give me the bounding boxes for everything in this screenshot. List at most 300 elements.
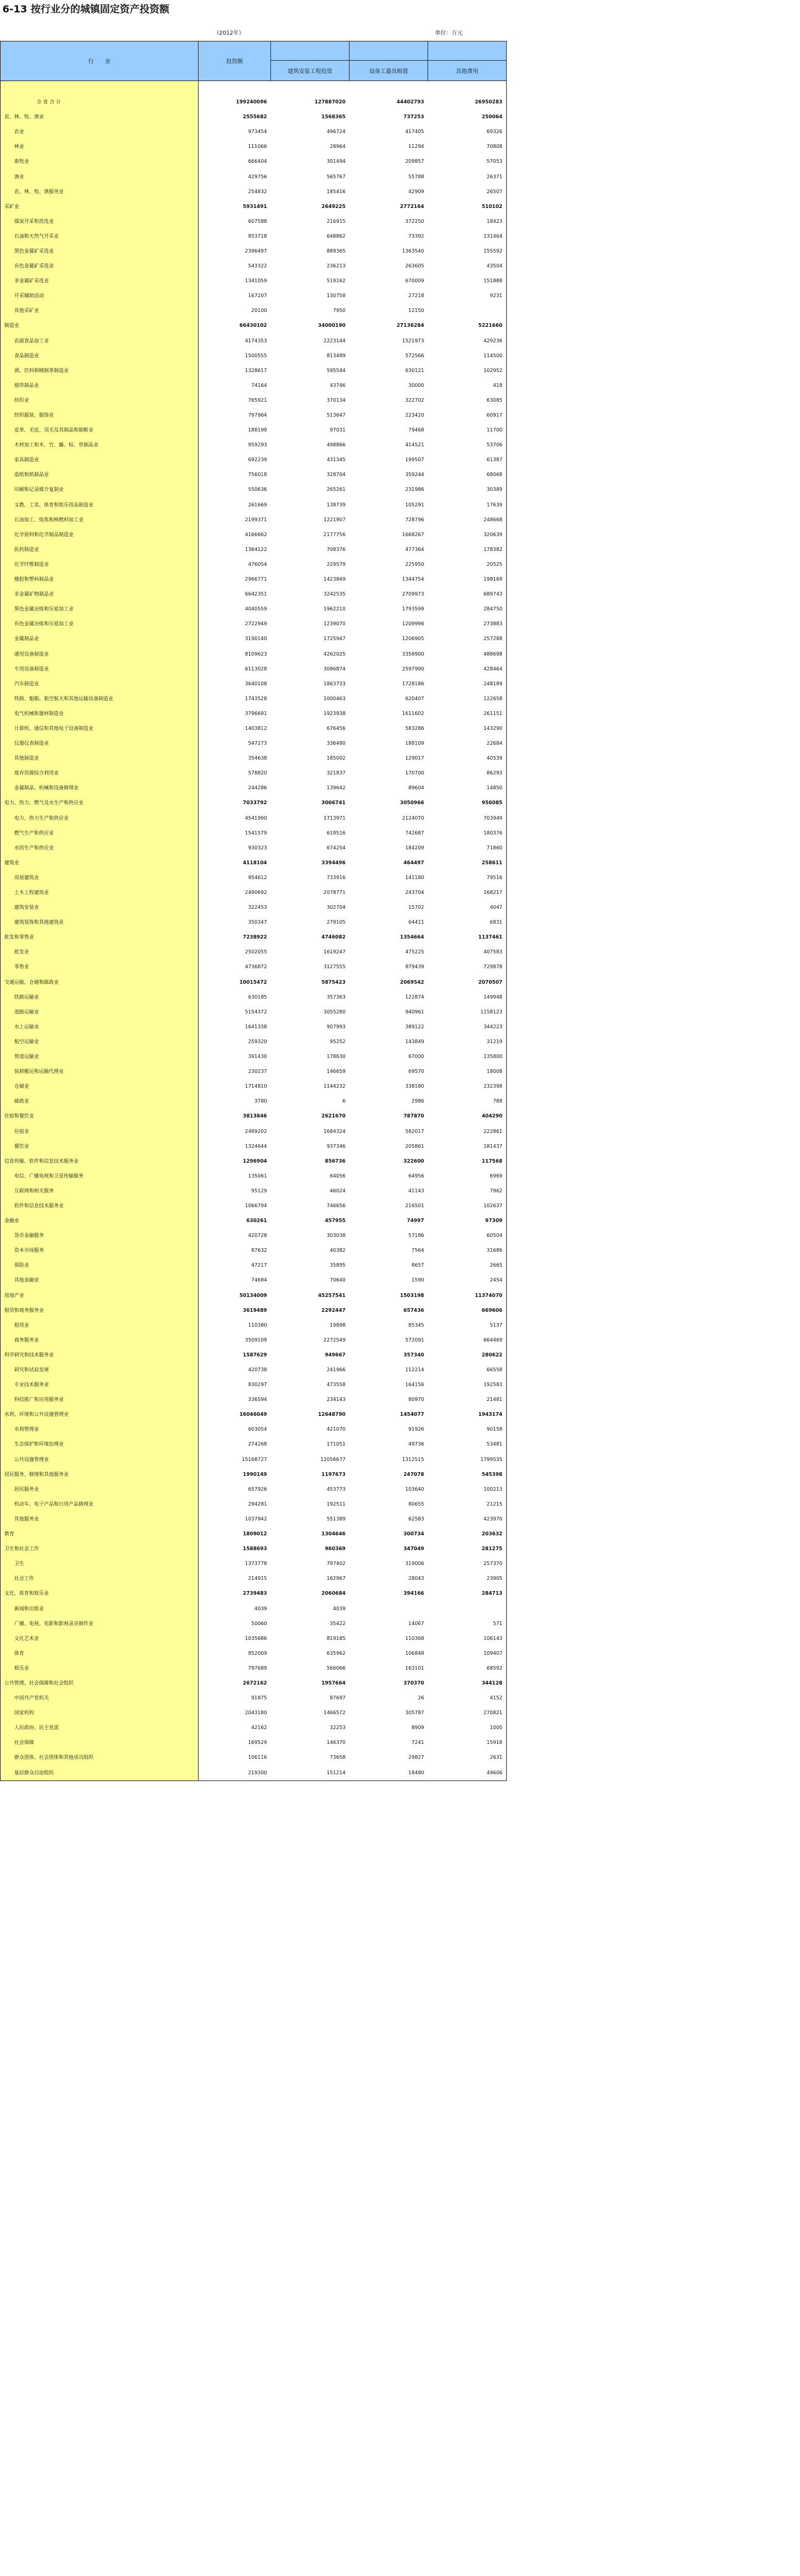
cell-other[interactable]: 703949 <box>428 811 507 826</box>
cell-total[interactable]: 4039 <box>254 1605 267 1611</box>
cell-other[interactable]: 14850 <box>428 781 507 796</box>
cell-construction[interactable]: 229579 <box>326 561 346 567</box>
cell-construction[interactable]: 1619247 <box>323 949 346 955</box>
cell-other[interactable]: 1000 <box>428 1720 507 1735</box>
cell-construction[interactable]: 1568365 <box>321 114 346 120</box>
cell-construction[interactable]: 551389 <box>326 1516 346 1522</box>
cell-other[interactable]: 18423 <box>428 214 507 229</box>
cell-construction[interactable]: 139642 <box>326 785 346 791</box>
cell-total[interactable]: 322453 <box>247 904 267 911</box>
cell-industry[interactable]: 研究和试验发展 <box>1 1363 199 1377</box>
cell-other[interactable]: 788 <box>428 1094 507 1109</box>
cell-construction[interactable]: 3394496 <box>321 859 346 865</box>
cell-equipment[interactable]: 79468 <box>408 427 424 433</box>
cell-total[interactable]: 1324644 <box>244 1143 267 1149</box>
cell-industry[interactable]: 人民政协、民主党派 <box>1 1720 199 1735</box>
cell-construction[interactable]: 431345 <box>326 457 346 463</box>
cell-total[interactable]: 111066 <box>247 144 267 150</box>
cell-equipment[interactable]: 372250 <box>405 218 424 224</box>
cell-construction[interactable]: 216915 <box>326 218 346 224</box>
header-blank-3[interactable] <box>428 41 507 61</box>
cell-other[interactable]: 68068 <box>428 467 507 482</box>
cell-total[interactable]: 3796691 <box>244 710 267 716</box>
cell-other[interactable]: 344223 <box>428 1020 507 1034</box>
cell-industry[interactable]: 租赁和商务服务业 <box>1 1303 199 1318</box>
cell-other[interactable]: 30389 <box>428 482 507 497</box>
cell-other[interactable] <box>428 303 507 318</box>
cell-industry[interactable]: 非金属矿采选业 <box>1 274 199 288</box>
cell-other[interactable]: 66558 <box>428 1363 507 1377</box>
cell-construction[interactable]: 421070 <box>326 1426 346 1433</box>
cell-equipment[interactable]: 1728186 <box>402 680 424 687</box>
cell-other[interactable]: 418 <box>428 378 507 393</box>
cell-other[interactable]: 9231 <box>428 288 507 303</box>
cell-other[interactable]: 15918 <box>428 1735 507 1750</box>
cell-equipment[interactable]: 209857 <box>405 158 424 165</box>
cell-equipment[interactable]: 742687 <box>405 830 424 836</box>
cell-construction[interactable]: 97031 <box>330 427 346 433</box>
cell-total[interactable]: 797689 <box>247 1665 267 1671</box>
cell-total[interactable]: 603054 <box>247 1426 267 1433</box>
cell-equipment[interactable]: 879439 <box>405 964 424 970</box>
cell-total[interactable]: 1296904 <box>243 1158 267 1164</box>
cell-equipment[interactable]: 80970 <box>408 1397 424 1403</box>
cell-construction[interactable]: 185416 <box>326 188 346 194</box>
cell-construction[interactable]: 302704 <box>326 904 346 911</box>
cell-total[interactable]: 550636 <box>247 487 267 493</box>
cell-total[interactable]: 1541579 <box>244 830 267 836</box>
cell-total[interactable]: 7033792 <box>243 800 267 806</box>
cell-industry[interactable]: 国家机构 <box>1 1706 199 1720</box>
cell-total[interactable]: 420738 <box>247 1367 267 1373</box>
spacer-cell[interactable] <box>271 81 350 95</box>
cell-construction[interactable]: 4039 <box>333 1605 346 1611</box>
cell-other[interactable]: 106143 <box>428 1631 507 1646</box>
cell-construction[interactable]: 1863733 <box>323 680 346 687</box>
cell-construction[interactable]: 1304646 <box>321 1531 346 1537</box>
cell-industry[interactable]: 有色金属冶炼和压延加工业 <box>1 617 199 631</box>
cell-equipment[interactable]: 1668267 <box>402 531 424 537</box>
cell-other[interactable]: 571 <box>428 1616 507 1631</box>
cell-total[interactable]: 4040559 <box>244 606 267 612</box>
cell-total[interactable]: 169529 <box>247 1740 267 1746</box>
cell-equipment[interactable]: 1312515 <box>402 1456 424 1462</box>
cell-industry[interactable]: 电力、热力生产和供应业 <box>1 811 199 826</box>
cell-equipment[interactable]: 26 <box>418 1695 424 1701</box>
cell-other[interactable]: 281275 <box>428 1542 507 1556</box>
cell-equipment[interactable]: 1209996 <box>402 621 424 627</box>
cell-equipment[interactable]: 85345 <box>408 1322 424 1328</box>
cell-industry[interactable]: 酒、饮料和精制茶制造业 <box>1 363 199 378</box>
cell-total[interactable]: 167207 <box>247 293 267 299</box>
cell-industry[interactable]: 专用设备制造业 <box>1 662 199 677</box>
cell-other[interactable]: 510102 <box>428 199 507 214</box>
cell-other[interactable]: 284713 <box>428 1586 507 1601</box>
cell-industry[interactable]: 文化艺术业 <box>1 1631 199 1646</box>
cell-equipment[interactable]: 216501 <box>405 1202 424 1208</box>
cell-construction[interactable]: 960369 <box>325 1546 346 1552</box>
cell-other[interactable]: 69326 <box>428 124 507 139</box>
cell-other[interactable]: 117568 <box>428 1154 507 1169</box>
cell-industry[interactable]: 教育 <box>1 1527 199 1542</box>
cell-equipment[interactable]: 225950 <box>405 561 424 567</box>
cell-equipment[interactable]: 2986 <box>411 1098 424 1104</box>
cell-equipment[interactable]: 42909 <box>408 188 424 194</box>
cell-construction[interactable]: 889365 <box>326 248 346 254</box>
cell-other[interactable]: 261151 <box>428 706 507 721</box>
header-construction[interactable]: 建筑安装工程投资 <box>271 61 350 81</box>
cell-industry[interactable]: 石油和天然气开采业 <box>1 229 199 244</box>
cell-other[interactable]: 102637 <box>428 1199 507 1213</box>
cell-equipment[interactable]: 414521 <box>405 442 424 448</box>
cell-industry[interactable]: 社会保障 <box>1 1735 199 1750</box>
cell-other[interactable]: 23905 <box>428 1571 507 1586</box>
cell-other[interactable] <box>428 1601 507 1616</box>
cell-total[interactable]: 1588693 <box>243 1546 267 1552</box>
cell-other[interactable]: 60504 <box>428 1228 507 1243</box>
cell-industry[interactable]: 电信、广播电视和卫星传输服务 <box>1 1169 199 1184</box>
cell-construction[interactable]: 1713971 <box>323 815 346 821</box>
cell-other[interactable]: 428464 <box>428 662 507 677</box>
cell-total[interactable]: 692239 <box>247 457 267 463</box>
cell-total[interactable]: 110380 <box>247 1322 267 1328</box>
cell-other[interactable]: 143290 <box>428 721 507 736</box>
cell-other[interactable]: 232398 <box>428 1079 507 1094</box>
cell-equipment[interactable]: 2597990 <box>402 666 424 672</box>
cell-total[interactable]: 336594 <box>247 1397 267 1403</box>
cell-total[interactable]: 1403812 <box>244 725 267 731</box>
cell-construction[interactable]: 130758 <box>326 293 346 299</box>
cell-other[interactable]: 192583 <box>428 1377 507 1392</box>
cell-total[interactable]: 2490692 <box>244 890 267 896</box>
cell-construction[interactable]: 45257541 <box>317 1292 346 1298</box>
cell-industry[interactable]: 废弃资源综合利用业 <box>1 766 199 781</box>
cell-industry[interactable]: 其他金融业 <box>1 1273 199 1288</box>
cell-construction[interactable]: 1197673 <box>321 1471 346 1477</box>
cell-equipment[interactable]: 1344754 <box>402 576 424 583</box>
cell-equipment[interactable]: 657436 <box>403 1307 424 1313</box>
cell-total[interactable]: 244286 <box>247 785 267 791</box>
cell-total[interactable]: 2966771 <box>244 576 267 583</box>
cell-industry[interactable]: 医药制造业 <box>1 542 199 557</box>
cell-industry[interactable]: 广播、电视、电影和影视录音制作业 <box>1 1616 199 1631</box>
cell-industry[interactable]: 燃气生产和供应业 <box>1 826 199 841</box>
cell-industry[interactable]: 信息传输、软件和信息技术服务业 <box>1 1154 199 1169</box>
cell-industry[interactable]: 金融业 <box>1 1213 199 1228</box>
cell-total[interactable]: 254832 <box>247 188 267 194</box>
cell-other[interactable]: 168217 <box>428 885 507 900</box>
cell-construction[interactable]: 1923938 <box>323 710 346 716</box>
cell-other[interactable]: 100213 <box>428 1482 507 1497</box>
cell-construction[interactable]: 2621670 <box>321 1113 346 1119</box>
cell-equipment[interactable]: 1793599 <box>402 606 424 612</box>
cell-equipment[interactable]: 1354664 <box>400 934 424 940</box>
cell-construction[interactable]: 146370 <box>326 1740 346 1746</box>
cell-total[interactable]: 354638 <box>247 755 267 761</box>
cell-total[interactable]: 6113028 <box>244 666 267 672</box>
cell-equipment[interactable]: 74997 <box>406 1218 424 1224</box>
cell-construction[interactable]: 279105 <box>326 919 346 926</box>
cell-other[interactable]: 43504 <box>428 259 507 274</box>
cell-industry[interactable]: 家具制造业 <box>1 453 199 467</box>
cell-equipment[interactable]: 105291 <box>405 501 424 508</box>
cell-industry[interactable]: 制造业 <box>1 318 199 333</box>
cell-other[interactable]: 1158123 <box>428 1005 507 1020</box>
cell-other[interactable]: 155592 <box>428 244 507 259</box>
cell-industry[interactable]: 零售业 <box>1 960 199 974</box>
cell-other[interactable]: 68592 <box>428 1661 507 1676</box>
cell-other[interactable]: 6831 <box>428 915 507 930</box>
cell-equipment[interactable]: 55788 <box>408 173 424 180</box>
cell-other[interactable]: 4047 <box>428 900 507 915</box>
cell-construction[interactable]: 3086874 <box>323 666 346 672</box>
cell-industry[interactable]: 房地产业 <box>1 1288 199 1303</box>
cell-construction[interactable]: 2649225 <box>321 203 346 209</box>
cell-construction[interactable]: 12648790 <box>317 1412 346 1418</box>
header-industry[interactable]: 行 业 <box>1 41 199 81</box>
cell-other[interactable]: 270821 <box>428 1706 507 1720</box>
cell-other[interactable]: 5137 <box>428 1318 507 1333</box>
cell-construction[interactable]: 595544 <box>326 367 346 373</box>
cell-equipment[interactable]: 572566 <box>405 352 424 358</box>
cell-industry[interactable]: 批发和零售业 <box>1 930 199 945</box>
cell-other[interactable]: 21481 <box>428 1392 507 1407</box>
cell-construction[interactable]: 1000463 <box>323 695 346 701</box>
cell-equipment[interactable]: 44402793 <box>396 99 424 105</box>
cell-industry[interactable]: 其他制造业 <box>1 751 199 766</box>
cell-equipment[interactable]: 305787 <box>405 1710 424 1716</box>
cell-other[interactable]: 689743 <box>428 587 507 602</box>
cell-equipment[interactable]: 1503198 <box>400 1292 424 1298</box>
cell-construction[interactable]: 513647 <box>326 412 346 418</box>
cell-industry[interactable]: 采矿业 <box>1 199 199 214</box>
cell-construction[interactable]: 496724 <box>326 129 346 135</box>
cell-industry[interactable]: 货币金融服务 <box>1 1228 199 1243</box>
cell-total[interactable]: 47217 <box>251 1262 267 1268</box>
cell-equipment[interactable]: 184209 <box>405 844 424 851</box>
cell-other[interactable]: 2454 <box>428 1273 507 1288</box>
cell-total[interactable]: 1341059 <box>244 278 267 284</box>
cell-total[interactable]: 852009 <box>247 1650 267 1656</box>
cell-construction[interactable]: 4262025 <box>323 651 346 657</box>
cell-industry[interactable]: 林业 <box>1 139 199 154</box>
cell-construction[interactable]: 4746082 <box>321 934 346 940</box>
cell-construction[interactable]: 2177756 <box>323 531 346 537</box>
cell-total[interactable]: 666404 <box>247 158 267 165</box>
cell-other[interactable]: 86293 <box>428 766 507 781</box>
cell-equipment[interactable]: 475225 <box>405 949 424 955</box>
cell-industry[interactable]: 仪器仪表制造业 <box>1 736 199 751</box>
cell-other[interactable]: 11374070 <box>428 1288 507 1303</box>
cell-total[interactable]: 91875 <box>251 1695 267 1701</box>
cell-industry[interactable]: 批发业 <box>1 945 199 960</box>
cell-total[interactable]: 259320 <box>247 1038 267 1044</box>
cell-industry[interactable]: 化学纤维制造业 <box>1 557 199 572</box>
cell-industry[interactable]: 道路运输业 <box>1 1005 199 1020</box>
header-blank-1[interactable] <box>271 41 350 61</box>
cell-industry[interactable]: 娱乐业 <box>1 1661 199 1676</box>
cell-construction[interactable]: 635962 <box>326 1650 346 1656</box>
header-other[interactable]: 其他费用 <box>428 61 507 81</box>
cell-other[interactable]: 102952 <box>428 363 507 378</box>
cell-construction[interactable]: 1423849 <box>323 576 346 583</box>
cell-construction[interactable]: 2060684 <box>321 1590 346 1597</box>
cell-equipment[interactable]: 28043 <box>408 1576 424 1582</box>
cell-industry[interactable]: 卫生 <box>1 1556 199 1571</box>
cell-construction[interactable]: 2292447 <box>321 1307 346 1313</box>
cell-construction[interactable]: 813489 <box>326 352 346 358</box>
cell-construction[interactable]: 937346 <box>326 1143 346 1149</box>
cell-total[interactable]: 95129 <box>251 1187 267 1194</box>
cell-total[interactable]: 50134009 <box>239 1292 267 1298</box>
cell-industry[interactable]: 化学原料和化学制品制造业 <box>1 527 199 542</box>
cell-other[interactable]: 664469 <box>428 1333 507 1348</box>
cell-equipment[interactable]: 1590 <box>411 1277 424 1283</box>
cell-other[interactable]: 53706 <box>428 438 507 453</box>
cell-equipment[interactable]: 199507 <box>405 457 424 463</box>
cell-equipment[interactable]: 389122 <box>405 1023 424 1030</box>
cell-total[interactable]: 543322 <box>247 263 267 269</box>
cell-total[interactable]: 2043180 <box>244 1710 267 1716</box>
cell-total[interactable]: 429756 <box>247 173 267 180</box>
cell-other[interactable]: 729878 <box>428 960 507 974</box>
cell-construction[interactable]: 7950 <box>333 308 346 314</box>
cell-other[interactable]: 11700 <box>428 423 507 438</box>
cell-construction[interactable]: 70640 <box>330 1277 346 1283</box>
cell-construction[interactable]: 234143 <box>326 1397 346 1403</box>
cell-construction[interactable]: 676456 <box>326 725 346 731</box>
cell-construction[interactable]: 64056 <box>330 1173 346 1179</box>
spacer-cell[interactable] <box>428 81 507 95</box>
cell-industry[interactable]: 公共管理、社会保障和社会组织 <box>1 1676 199 1691</box>
cell-total[interactable]: 4736872 <box>244 964 267 970</box>
cell-equipment[interactable]: 2069542 <box>400 979 424 985</box>
cell-construction[interactable]: 733916 <box>326 874 346 880</box>
cell-industry[interactable]: 社会工作 <box>1 1571 199 1586</box>
cell-construction[interactable]: 3127555 <box>323 964 346 970</box>
cell-equipment[interactable]: 223420 <box>405 412 424 418</box>
cell-total[interactable]: 5154372 <box>244 1008 267 1015</box>
cell-other[interactable]: 669606 <box>428 1303 507 1318</box>
cell-industry[interactable]: 交通运输、仓储和邮政业 <box>1 975 199 990</box>
cell-construction[interactable]: 321837 <box>326 770 346 776</box>
cell-construction[interactable]: 1684324 <box>323 1128 346 1134</box>
cell-industry[interactable]: 电气机械和器材制造业 <box>1 706 199 721</box>
cell-construction[interactable]: 336480 <box>326 740 346 747</box>
cell-total[interactable]: 3813846 <box>243 1113 267 1119</box>
cell-total[interactable]: 547273 <box>247 740 267 747</box>
cell-industry[interactable]: 体育 <box>1 1646 199 1661</box>
header-total[interactable]: 投资额 <box>199 41 271 81</box>
cell-industry[interactable]: 房屋建筑业 <box>1 870 199 885</box>
cell-other[interactable]: 22684 <box>428 736 507 751</box>
cell-other[interactable]: 320639 <box>428 527 507 542</box>
cell-equipment[interactable]: 62583 <box>408 1516 424 1522</box>
cell-equipment[interactable]: 737253 <box>403 114 424 120</box>
cell-construction[interactable]: 1221907 <box>323 516 346 523</box>
cell-industry[interactable]: 铁路、船舶、航空航天和其他运输设备制造业 <box>1 692 199 706</box>
cell-equipment[interactable]: 30000 <box>408 382 424 388</box>
cell-industry[interactable]: 电力、热力、燃气及水生产和供应业 <box>1 796 199 810</box>
cell-industry[interactable]: 软件和信息技术服务业 <box>1 1199 199 1213</box>
cell-total[interactable]: 261669 <box>247 501 267 508</box>
cell-total[interactable]: 973454 <box>247 129 267 135</box>
cell-equipment[interactable]: 170700 <box>405 770 424 776</box>
cell-total[interactable]: 230237 <box>247 1069 267 1075</box>
cell-total[interactable]: 294281 <box>247 1501 267 1507</box>
cell-equipment[interactable]: 417405 <box>405 129 424 135</box>
cell-other[interactable]: 257370 <box>428 1556 507 1571</box>
cell-other[interactable]: 404290 <box>428 1109 507 1124</box>
cell-other[interactable]: 5221660 <box>428 318 507 333</box>
cell-equipment[interactable]: 338180 <box>405 1083 424 1090</box>
cell-equipment[interactable]: 322600 <box>403 1158 424 1164</box>
cell-industry[interactable]: 纺织服装、服饰业 <box>1 408 199 423</box>
cell-total[interactable]: 2489202 <box>244 1128 267 1134</box>
cell-industry[interactable]: 群众团体、社会团体和其他成员组织 <box>1 1750 199 1765</box>
cell-equipment[interactable]: 143849 <box>405 1038 424 1044</box>
cell-equipment[interactable]: 7564 <box>411 1247 424 1254</box>
cell-industry[interactable]: 新闻和出版业 <box>1 1601 199 1616</box>
cell-construction[interactable]: 192511 <box>326 1501 346 1507</box>
cell-industry[interactable]: 土木工程建筑业 <box>1 885 199 900</box>
cell-total[interactable]: 853718 <box>247 233 267 239</box>
cell-construction[interactable]: 949667 <box>325 1351 346 1358</box>
cell-construction[interactable]: 32253 <box>330 1725 346 1731</box>
cell-total[interactable]: 3190140 <box>244 636 267 642</box>
cell-total[interactable]: 8109623 <box>244 651 267 657</box>
cell-other[interactable]: 4152 <box>428 1691 507 1706</box>
cell-construction[interactable]: 357363 <box>326 994 346 1000</box>
cell-total[interactable]: 135061 <box>247 1173 267 1179</box>
cell-equipment[interactable]: 359244 <box>405 472 424 478</box>
cell-industry[interactable]: 建筑装饰和其他建筑业 <box>1 915 199 930</box>
cell-other[interactable]: 122658 <box>428 692 507 706</box>
cell-industry[interactable]: 专业技术服务业 <box>1 1377 199 1392</box>
cell-construction[interactable]: 151214 <box>271 1766 350 1781</box>
cell-equipment[interactable]: 1363540 <box>402 248 424 254</box>
cell-other[interactable]: 31219 <box>428 1034 507 1049</box>
cell-industry[interactable]: 农、林、牧、渔业 <box>1 110 199 124</box>
cell-equipment[interactable]: 3050966 <box>400 800 424 806</box>
cell-industry[interactable]: 餐饮业 <box>1 1139 199 1154</box>
cell-equipment[interactable]: 7241 <box>411 1740 424 1746</box>
cell-industry[interactable]: 科学研究和技术服务业 <box>1 1348 199 1363</box>
cell-construction[interactable]: 1962210 <box>323 606 346 612</box>
cell-other[interactable]: 49606 <box>428 1766 507 1781</box>
cell-total[interactable]: 4166662 <box>244 531 267 537</box>
cell-other[interactable]: 181437 <box>428 1139 507 1154</box>
cell-total[interactable]: 630261 <box>246 1218 267 1224</box>
cell-equipment[interactable]: 728796 <box>405 516 424 523</box>
cell-other[interactable]: 1799535 <box>428 1452 507 1467</box>
cell-total[interactable]: 5931491 <box>243 203 267 209</box>
cell-equipment[interactable]: 357340 <box>403 1351 424 1358</box>
cell-construction[interactable]: 856736 <box>325 1158 346 1164</box>
cell-equipment[interactable]: 247078 <box>403 1471 424 1477</box>
header-blank-2[interactable] <box>350 41 428 61</box>
cell-total[interactable]: 214915 <box>247 1576 267 1582</box>
cell-industry[interactable]: 农、林、牧、渔服务业 <box>1 184 199 199</box>
cell-industry[interactable]: 住宿业 <box>1 1124 199 1138</box>
spacer-cell[interactable] <box>1 81 199 95</box>
cell-construction[interactable]: 3242535 <box>323 591 346 597</box>
cell-other[interactable]: 280622 <box>428 1348 507 1363</box>
cell-total[interactable]: 1373778 <box>244 1561 267 1567</box>
cell-industry[interactable]: 公共设施管理业 <box>1 1452 199 1467</box>
cell-construction[interactable]: 3055280 <box>323 1008 346 1015</box>
cell-total[interactable]: 630185 <box>247 994 267 1000</box>
